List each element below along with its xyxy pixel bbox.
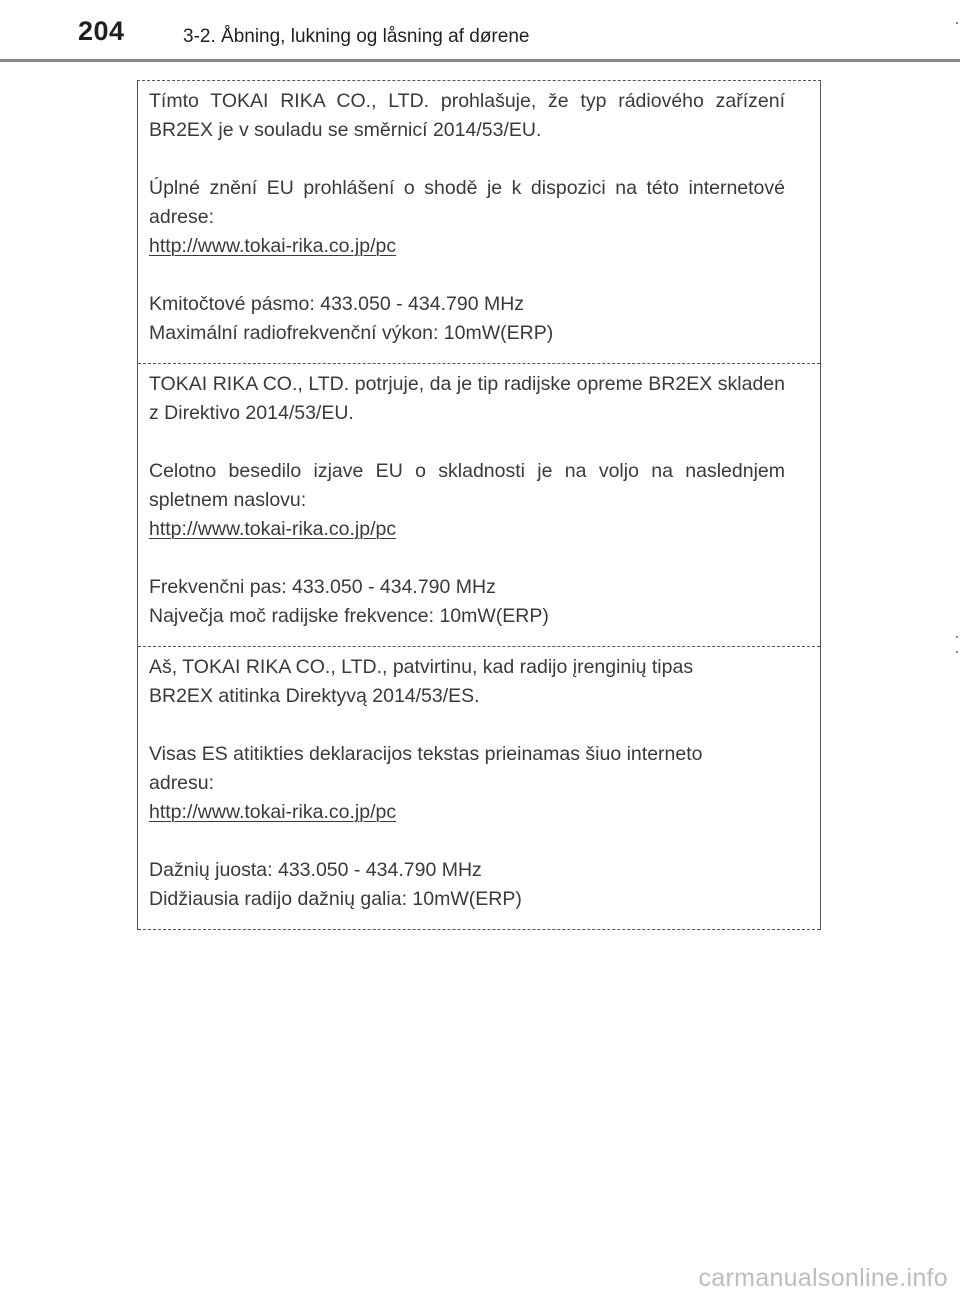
edge-mark	[956, 636, 958, 638]
declaration-availability: Visas ES atitikties deklaracijos tekstas prieinamas šiuo interneto	[149, 743, 703, 765]
declaration-url-link[interactable]: http://www.tokai-rika.co.jp/pc	[149, 801, 397, 823]
frequency-band: Kmitočtové pásmo: 433.050 - 434.790 MHz	[149, 293, 525, 315]
edge-mark	[956, 22, 958, 24]
declaration-czech	[138, 81, 820, 364]
declaration-availability-block	[149, 457, 785, 544]
declaration-intro: Tímto TOKAI RIKA CO., LTD. prohlašuje, že typ rádiového zařízení BR2EX je v souladu se směrnicí 2014/53/EU.	[149, 90, 785, 141]
declaration-intro	[149, 653, 785, 711]
section-title: 3-2. Åbning, lukning og låsning af dørene	[183, 26, 530, 47]
declaration-availability: Úplné znění EU prohlášení o shodě je k dispozici na této internetové adrese:	[149, 177, 785, 228]
frequency-band: Dažnių juosta: 433.050 - 434.790 MHz	[149, 859, 482, 881]
declaration-specs	[149, 573, 785, 631]
page-number: 204	[78, 16, 125, 46]
declaration-specs	[149, 856, 785, 914]
edge-mark	[956, 651, 958, 653]
max-power: Didžiausia radijo dažnių galia: 10mW(ERP)	[149, 888, 522, 910]
watermark-text: carmanualsonline.info	[698, 1264, 948, 1292]
declaration-availability: adresu:	[149, 772, 215, 794]
max-power: Največja moč radijske frekvence: 10mW(ERP)	[149, 605, 549, 627]
declaration-intro-line: Aš, TOKAI RIKA CO., LTD., patvirtinu, kad radijo įrenginių tipas	[149, 656, 694, 678]
max-power: Maximální radiofrekvenční výkon: 10mW(ERP)	[149, 322, 554, 344]
declaration-availability-block	[149, 174, 785, 261]
declaration-availability: Celotno besedilo izjave EU o skladnosti je na voljo na naslednjem spletnem naslovu:	[149, 460, 785, 511]
page-header	[0, 0, 960, 62]
declaration-url-link[interactable]: http://www.tokai-rika.co.jp/pc	[149, 518, 397, 540]
declaration-intro-line: BR2EX atitinka Direktyvą 2014/53/ES.	[149, 685, 480, 707]
declaration-availability-block	[149, 740, 785, 827]
declaration-intro: TOKAI RIKA CO., LTD. potrjuje, da je tip radijske opreme BR2EX skladen z Direktivo 2014/53/EU.	[149, 373, 785, 424]
declaration-box	[137, 80, 821, 930]
declaration-specs	[149, 290, 785, 348]
declaration-slovenian	[138, 364, 820, 647]
declaration-lithuanian	[138, 647, 820, 930]
declaration-url-link[interactable]: http://www.tokai-rika.co.jp/pc	[149, 235, 397, 257]
frequency-band: Frekvenčni pas: 433.050 - 434.790 MHz	[149, 576, 496, 598]
header-rule	[0, 59, 960, 62]
